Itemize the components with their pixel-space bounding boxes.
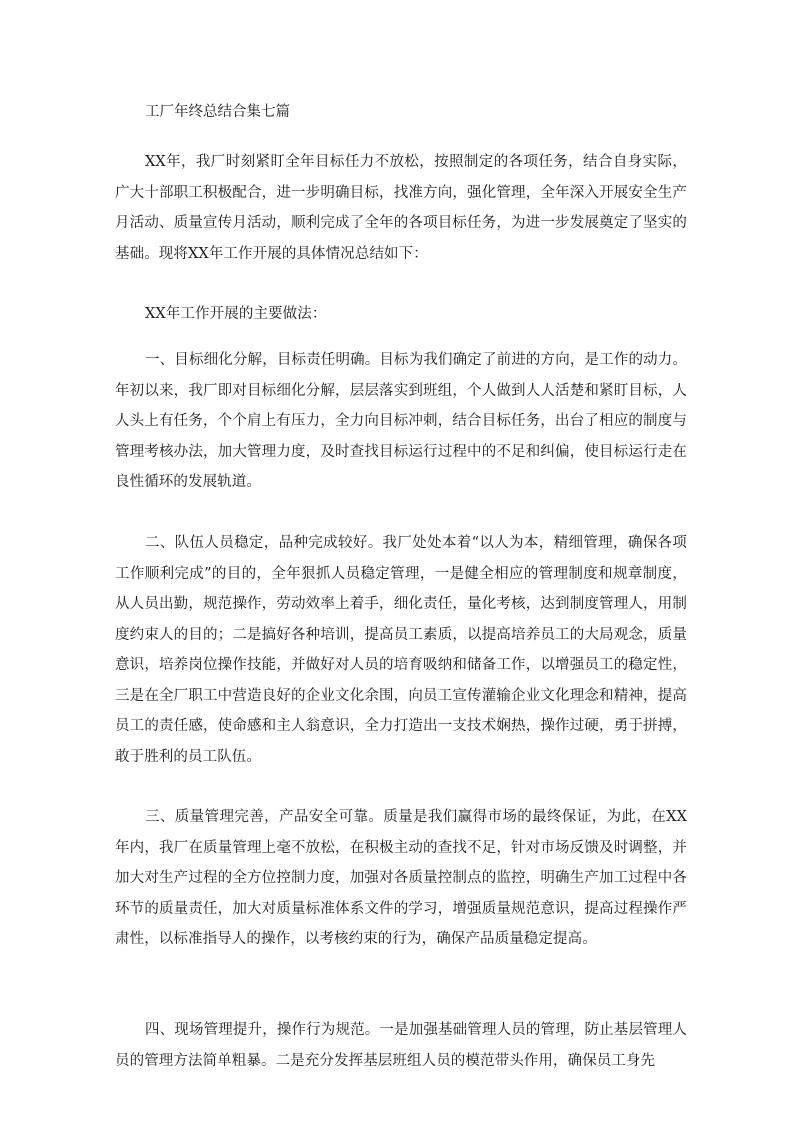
paragraph-section-4: 四、现场管理提升，操作行为规范。一是加强基础管理人员的管理，防止基层管理人员的管理方法简单粗暴。二是充分发挥基层班组人员的模范带头作用，确保员工身先 [115,1022,687,1069]
paragraph-section-3: 三、质量管理完善，产品安全可靠。质量是我们赢得市场的最终保证，为此，在XX年内，我厂在质量管理上毫不放松，在积极主动的查找不足，针对市场反馈及时调整，并加大对生产过程的全方位控制力度，加强对各质量控制点的监控，明确生产加工过程中各环节的质量责任，加大对质量标准体系文件的学习，增强质量规范意识，提高过程操作严肃性，以标准指导人的操作，以考核约束的行为，确保产品质量稳定提高。 [115,809,687,947]
paragraph-section-2: 二、队伍人员稳定，品种完成较好。我厂处处本着“以人为本，精细管理，确保各项工作顺利完成”的目的，全年狠抓人员稳定管理，一是健全相应的管理制度和规章制度，从人员出勤，规范操作，劳动效率上着手，细化责任，量化考核，达到制度管理人，用制度约束人的目的；二是搞好各种培训，提高员工素质，以提高培养员工的大局观念，质量意识，培养岗位操作技能，并做好对人员的培育吸纳和储备工作，以增强员工的稳定性，三是在全厂职工中营造良好的企业文化余围，向员工宣传灌输企业文化理念和精神，提高员工的责任感，使命感和主人翁意识，全力打造出一支技术娴热，操作过硬，勇于拼搏，敢于胜利的员工队伍。 [115,535,687,765]
document-title: 工厂年终总结合集七篇 [145,104,290,120]
paragraph-main-methods-heading: XX年工作开展的主要做法： [145,306,327,322]
paragraph-intro: XX年，我厂时刻紧盯全年目标任力不放松，按照制定的各项任务，结合自身实际，广大十部职工积极配合，进一步明确目标，找准方向，强化管理，全年深入开展安全生产月活动、质量宣传月活动，顺利完成了全年的各项目标任务，为进一步发展奠定了坚实的基础。现将XX年工作开展的具体情况总结如下： [115,154,687,262]
paragraph-section-1: 一、目标细化分解，目标责任明确。目标为我们确定了前进的方向，是工作的动力。年初以来，我厂即对目标细化分解，层层落实到班组，个人做到人人活楚和紧盯目标，人人头上有任务，个个肩上有压力，全力向目标冲刺，结合目标任务，出台了相应的制度与管理考核办法，加大管理力度，及时查找目标运行过程中的不足和纠偏，使目标运行走在良性循环的发展轨道。 [115,352,687,490]
